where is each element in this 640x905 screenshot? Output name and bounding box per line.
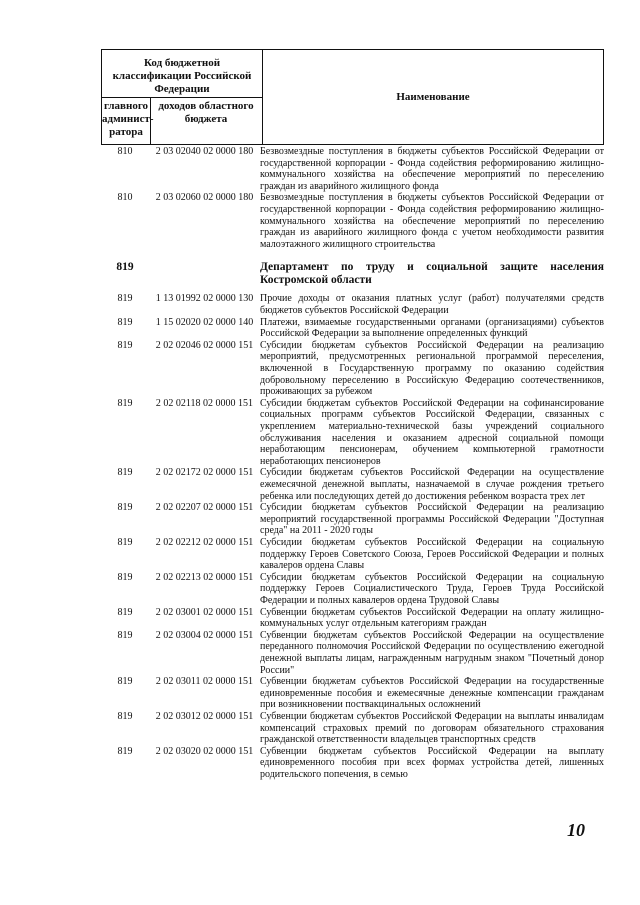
row-name: Субсидии бюджетам субъектов Российской Федерации на социальную поддержку Героев Социалистического Труда, Героев Труда Российской Федерации и полных кавалеров ордена Трудовой Славы bbox=[260, 571, 604, 606]
admin-code: 819 bbox=[117, 502, 133, 514]
income-code: 2 02 03011 02 0000 151 bbox=[155, 676, 254, 688]
income-code: 2 02 02207 02 0000 151 bbox=[155, 502, 254, 514]
income-code: 2 02 02046 02 0000 151 bbox=[155, 339, 254, 351]
income-code: 2 02 02172 02 0000 151 bbox=[155, 467, 254, 479]
admin-code: 819 bbox=[117, 467, 133, 479]
income-code: 2 02 03012 02 0000 151 bbox=[155, 710, 254, 722]
admin-code: 810 bbox=[117, 146, 133, 157]
income-code: 2 02 03001 02 0000 151 bbox=[155, 606, 254, 618]
table-row bbox=[101, 398, 604, 468]
admin-code: 810 bbox=[117, 192, 133, 204]
table-row bbox=[101, 502, 604, 537]
admin-code: 819 bbox=[117, 676, 133, 688]
income-code: 2 03 02040 02 0000 180 bbox=[155, 146, 254, 157]
income-code: 1 13 01992 02 0000 130 bbox=[155, 293, 254, 305]
admin-code: 819 bbox=[117, 536, 133, 548]
table-row bbox=[101, 607, 604, 630]
income-code: 2 02 02213 02 0000 151 bbox=[155, 571, 254, 583]
income-code bbox=[149, 261, 260, 287]
table-row bbox=[101, 630, 604, 676]
row-name: Безвозмездные поступления в бюджеты субъектов Российской Федерации от государственной корпорации - Фонда содействия реформированию жилищно-коммунального хозяйства на обеспечение мероприятий по переселению граждан из аварийного жилищного фонда с учетом необходимости развития малоэтажного жилищного строительства bbox=[260, 192, 604, 250]
admin-code: 819 bbox=[117, 339, 133, 351]
row-name: Субсидии бюджетам субъектов Российской Федерации на реализацию мероприятий государственной программы Российской Федерации "Доступная среда" на 2011 - 2020 годы bbox=[260, 502, 604, 537]
table-row bbox=[101, 676, 604, 711]
header-admin: главного админист- ратора bbox=[102, 100, 154, 138]
admin-code: 819 bbox=[117, 606, 133, 618]
header-income: доходов областного бюджета bbox=[158, 100, 254, 125]
table-row bbox=[101, 746, 604, 781]
admin-code: 819 bbox=[117, 629, 133, 641]
row-name: Прочие доходы от оказания платных услуг (работ) получателями средств бюджетов субъектов Российской Федерации bbox=[260, 293, 604, 316]
row-name: Субвенции бюджетам субъектов Российской Федерации на оплату жилищно-коммунальных услуг отдельным категориям граждан bbox=[260, 606, 604, 630]
admin-code: 819 bbox=[117, 293, 133, 305]
table-row bbox=[101, 711, 604, 746]
row-name: Субсидии бюджетам субъектов Российской Федерации на осуществление ежемесячной денежной выплаты, назначаемой в случае рождения третьего ребенка или последующих детей до достижения ребенком возраста трех лет bbox=[260, 467, 604, 502]
table-row bbox=[101, 317, 604, 340]
page-number: 10 bbox=[567, 820, 585, 840]
table-row bbox=[101, 572, 604, 607]
row-name: Субвенции бюджетам субъектов Российской Федерации на осуществление переданного полномочия Российской Федерации по осуществлению ежегодной денежной выплаты лицам, награжденным нагрудным знаком "Почетный донор России" bbox=[260, 629, 604, 676]
admin-code: 819 bbox=[117, 571, 133, 583]
row-name: Субвенции бюджетам субъектов Российской Федерации на выплаты инвалидам компенсаций страховых премий по договорам обязательного страхования гражданской ответственности владельцев транспортных средств bbox=[260, 710, 604, 746]
admin-code: 819 bbox=[117, 397, 133, 409]
department-row bbox=[101, 261, 604, 287]
table-row bbox=[101, 467, 604, 502]
income-code: 2 02 02212 02 0000 151 bbox=[155, 536, 254, 548]
row-name: Субсидии бюджетам субъектов Российской Федерации на социальную поддержку Героев Советского Союза, Героев Российской Федерации и полных кавалеров ордена Славы bbox=[260, 536, 604, 572]
row-name: Субсидии бюджетам субъектов Российской Федерации на реализацию мероприятий, предусмотренных региональной программой переселения, включенной в Государственную программу по оказанию содействия добровольному переселению в Российскую Федерацию соотечественников, проживающих за рубежом bbox=[260, 339, 604, 398]
admin-code: 819 bbox=[117, 316, 133, 328]
table-row bbox=[101, 146, 604, 192]
admin-code: 819 bbox=[116, 261, 134, 274]
table-row bbox=[101, 192, 604, 250]
row-name: Платежи, взимаемые государственными органами (организациями) субъектов Российской Федерации за выполнение определенных функций bbox=[260, 316, 604, 340]
income-code: 2 03 02060 02 0000 180 bbox=[155, 192, 254, 204]
table-row bbox=[101, 537, 604, 572]
table-body bbox=[101, 146, 604, 781]
row-name: Безвозмездные поступления в бюджеты субъектов Российской Федерации от государственной корпорации - Фонда содействия реформированию жилищно-коммунального хозяйства на обеспечение мероприятий по переселению граждан из аварийного жилищного фонда bbox=[260, 146, 604, 192]
row-name: Субвенции бюджетам субъектов Российской Федерации на выплату единовременного пособия при всех формах устройства детей, лишенных родительского попечения, в семью bbox=[260, 745, 604, 780]
admin-code: 819 bbox=[117, 745, 133, 757]
header-name: Наименование bbox=[396, 91, 470, 103]
row-name: Департамент по труду и социальной защите населения Костромской области bbox=[260, 261, 604, 287]
income-code: 2 02 02118 02 0000 151 bbox=[155, 397, 254, 409]
table-row bbox=[101, 340, 604, 398]
row-name: Субвенции бюджетам субъектов Российской Федерации на государственные единовременные пособия и ежемесячные денежные компенсации гражданам при возникновении поствакцинальных осложнений bbox=[260, 676, 604, 711]
income-code: 2 02 03020 02 0000 151 bbox=[155, 745, 254, 757]
income-code: 1 15 02020 02 0000 140 bbox=[155, 316, 254, 328]
admin-code: 819 bbox=[117, 710, 133, 722]
income-code: 2 02 03004 02 0000 151 bbox=[155, 629, 254, 641]
row-name: Субсидии бюджетам субъектов Российской Федерации на софинансирование социальных программ субъектов Российской Федерации, связанных с укреплением материально-технической базы учреждений социального обслуживания населения и оказанием адресной социальной помощи неработающим пенсионерам, обучением компьютерной грамотности неработающих пенсионеров bbox=[260, 397, 604, 467]
table-row bbox=[101, 293, 604, 316]
table-header bbox=[101, 49, 604, 145]
header-group-title: Код бюджетной классификации Российской Федерации bbox=[112, 57, 252, 95]
